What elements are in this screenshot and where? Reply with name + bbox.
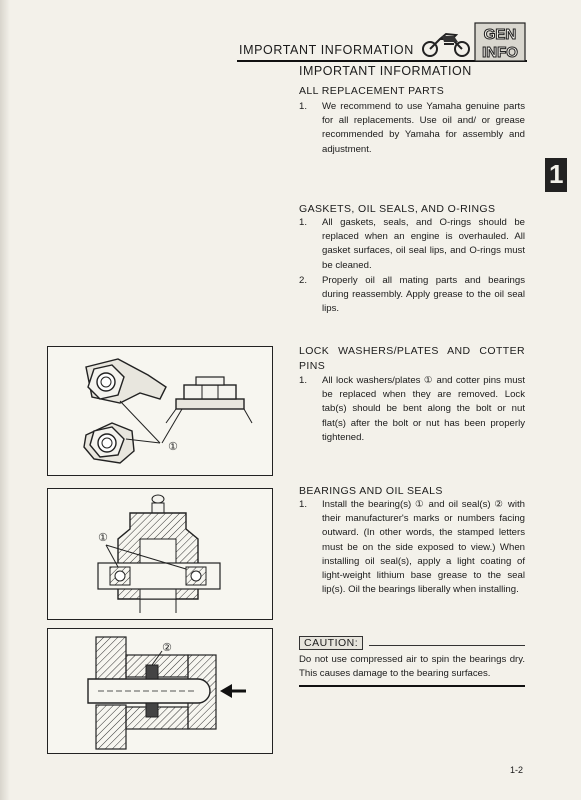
item-number: 1. <box>299 101 308 112</box>
list-item <box>299 498 525 597</box>
caution-text: Do not use compressed air to spin the bearings dry. This causes damage to the bearing surfaces. <box>299 654 525 680</box>
item-number: 1. <box>299 375 308 386</box>
section-lock-washers <box>299 344 525 445</box>
item-text: Properly oil all mating parts and bearings during reassembly. Apply grease to the oil seal lips. <box>322 274 525 315</box>
page-number: 1-2 <box>510 765 524 775</box>
binding-edge <box>0 0 10 800</box>
list-item <box>299 216 525 273</box>
callout-1: ① <box>168 440 178 453</box>
caution-bottom-rule <box>299 685 525 687</box>
list-item <box>299 274 525 317</box>
caution-rule <box>369 645 525 646</box>
section-heading: GASKETS, OIL SEALS, AND O-RINGS <box>299 203 496 215</box>
item-text: Install the bearing(s) ① and oil seal(s) ② with their manufacturer's marks or numbers facing outward. (In other words, the stamped letters must be on the side exposed to view.) When installing oil seal(s), apply a light coating of light-weight lithium base grease to the seal lip(s). Oil the bearings liberally when installing. <box>322 499 525 596</box>
item-number: 2. <box>299 274 308 286</box>
caution-label: CAUTION: <box>299 636 363 650</box>
arrow-icon <box>220 684 232 698</box>
figure-bearing-install <box>47 488 273 620</box>
item-text: We recommend to use Yamaha genuine parts for all replacements. Use oil and/ or grease recommended by Yamaha for assembly and adjustment. <box>322 101 525 155</box>
item-number: 1. <box>299 499 308 510</box>
list-item <box>299 100 525 157</box>
callout-2: ② <box>162 641 172 654</box>
caution-block <box>299 633 525 687</box>
section-heading: BEARINGS AND OIL SEALS <box>299 485 443 497</box>
header-title: IMPORTANT INFORMATION <box>239 43 414 57</box>
callout-1: ① <box>98 531 108 544</box>
section-heading: ALL REPLACEMENT PARTS <box>299 85 445 97</box>
badge-line1: GEN <box>483 26 517 43</box>
chapter-tab-marker <box>545 158 567 192</box>
main-column <box>299 64 525 78</box>
item-text: All lock washers/plates ① and cotter pins must be replaced when they are removed. Lock tab(s) should be bent along the bolt or nut flat(s) after the bolt or nut has been properly tightened. <box>322 375 525 443</box>
item-text: All gaskets, seals, and O-rings should be replaced when an engine is overhauled. All gasket surfaces, oil seal lips, and O-rings must be cleaned. <box>322 217 525 271</box>
section-replacement <box>299 85 525 157</box>
page-title: IMPORTANT INFORMATION <box>299 64 472 78</box>
chapter-number: 1 <box>549 159 564 189</box>
section-bearings <box>299 485 525 597</box>
item-number: 1. <box>299 217 308 228</box>
section-gaskets <box>299 203 525 316</box>
badge-line2: INFO <box>482 44 518 61</box>
list-item <box>299 374 525 445</box>
figure-lock-washers <box>47 346 273 476</box>
figure-oil-seal-install <box>47 628 273 754</box>
motorcycle-icon <box>418 30 474 58</box>
section-heading: LOCK WASHERS/PLATES AND COTTER PINS <box>299 345 525 372</box>
gen-info-badge <box>474 22 526 62</box>
